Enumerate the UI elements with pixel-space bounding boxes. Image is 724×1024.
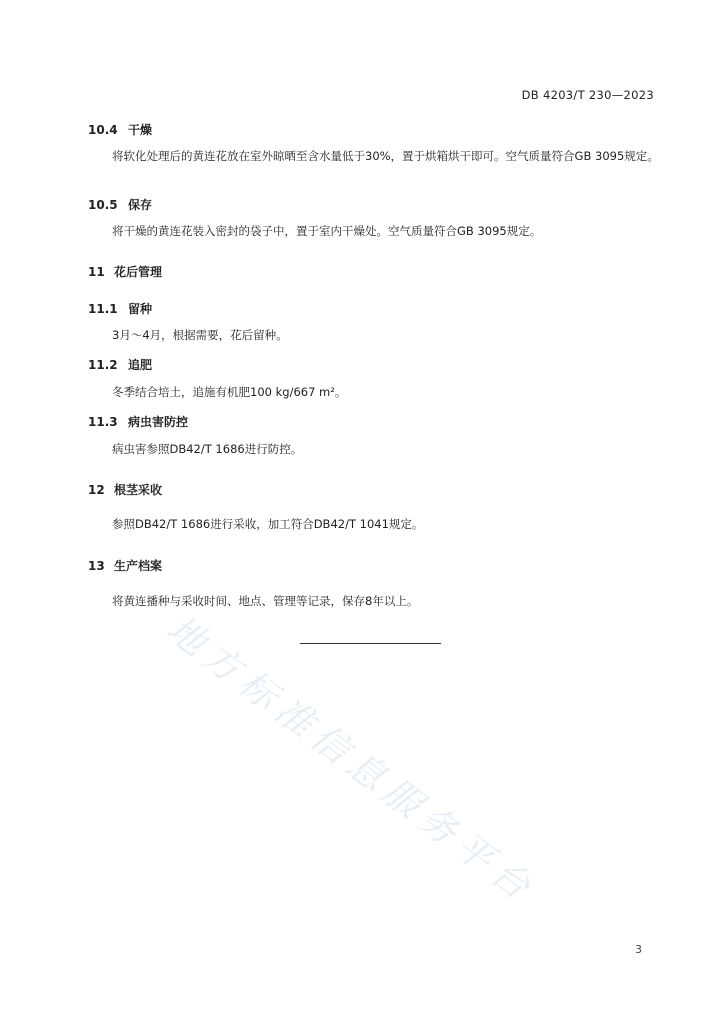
section-number: 13	[88, 559, 105, 573]
section-10-4-heading	[88, 121, 152, 138]
document-code: DB 4203/T 230—2023	[521, 88, 654, 102]
section-11-1-heading	[88, 300, 152, 317]
section-11-3-text: 病虫害参照DB42/T 1686进行防控。	[112, 442, 303, 456]
section-13-text: 将黄连播种与采收时间、地点、管理等记录，保存8年以上。	[112, 594, 419, 608]
section-12-heading	[88, 481, 162, 498]
section-11-2-text: 冬季结合培土，追施有机肥100 kg/667 m²。	[112, 385, 347, 399]
section-title: 病虫害防控	[128, 415, 189, 429]
section-11-heading	[88, 263, 162, 280]
watermark: 地方标准信息服务平台	[158, 607, 544, 913]
section-number: 11	[88, 265, 105, 279]
page-number: 3	[635, 943, 642, 956]
section-title: 花后管理	[114, 265, 163, 279]
section-10-5-heading	[88, 196, 152, 213]
section-11-1-text: 3月～4月，根据需要，花后留种。	[112, 328, 288, 342]
section-number: 10.4	[88, 123, 118, 137]
section-number: 10.5	[88, 198, 118, 212]
section-title: 生产档案	[114, 559, 163, 573]
section-title: 留种	[128, 302, 153, 316]
section-number: 11.2	[88, 358, 118, 372]
section-10-4-text: 将软化处理后的黄连花放在室外晾晒至含水量低于30%，置于烘箱烘干即可。空气质量符合GB 3095规定。	[112, 149, 659, 163]
section-title: 干燥	[128, 123, 153, 137]
section-number: 11.3	[88, 415, 118, 429]
section-title: 根茎采收	[114, 483, 163, 497]
end-rule	[300, 643, 441, 644]
section-title: 保存	[128, 198, 153, 212]
section-10-5-text: 将干燥的黄连花装入密封的袋子中，置于室内干燥处。空气质量符合GB 3095规定。	[112, 224, 542, 238]
section-11-3-heading	[88, 413, 188, 430]
section-number: 12	[88, 483, 105, 497]
section-number: 11.1	[88, 302, 118, 316]
section-12-text: 参照DB42/T 1686进行采收，加工符合DB42/T 1041规定。	[112, 517, 424, 531]
section-11-2-heading	[88, 356, 152, 373]
section-13-heading	[88, 557, 162, 574]
section-title: 追肥	[128, 358, 153, 372]
